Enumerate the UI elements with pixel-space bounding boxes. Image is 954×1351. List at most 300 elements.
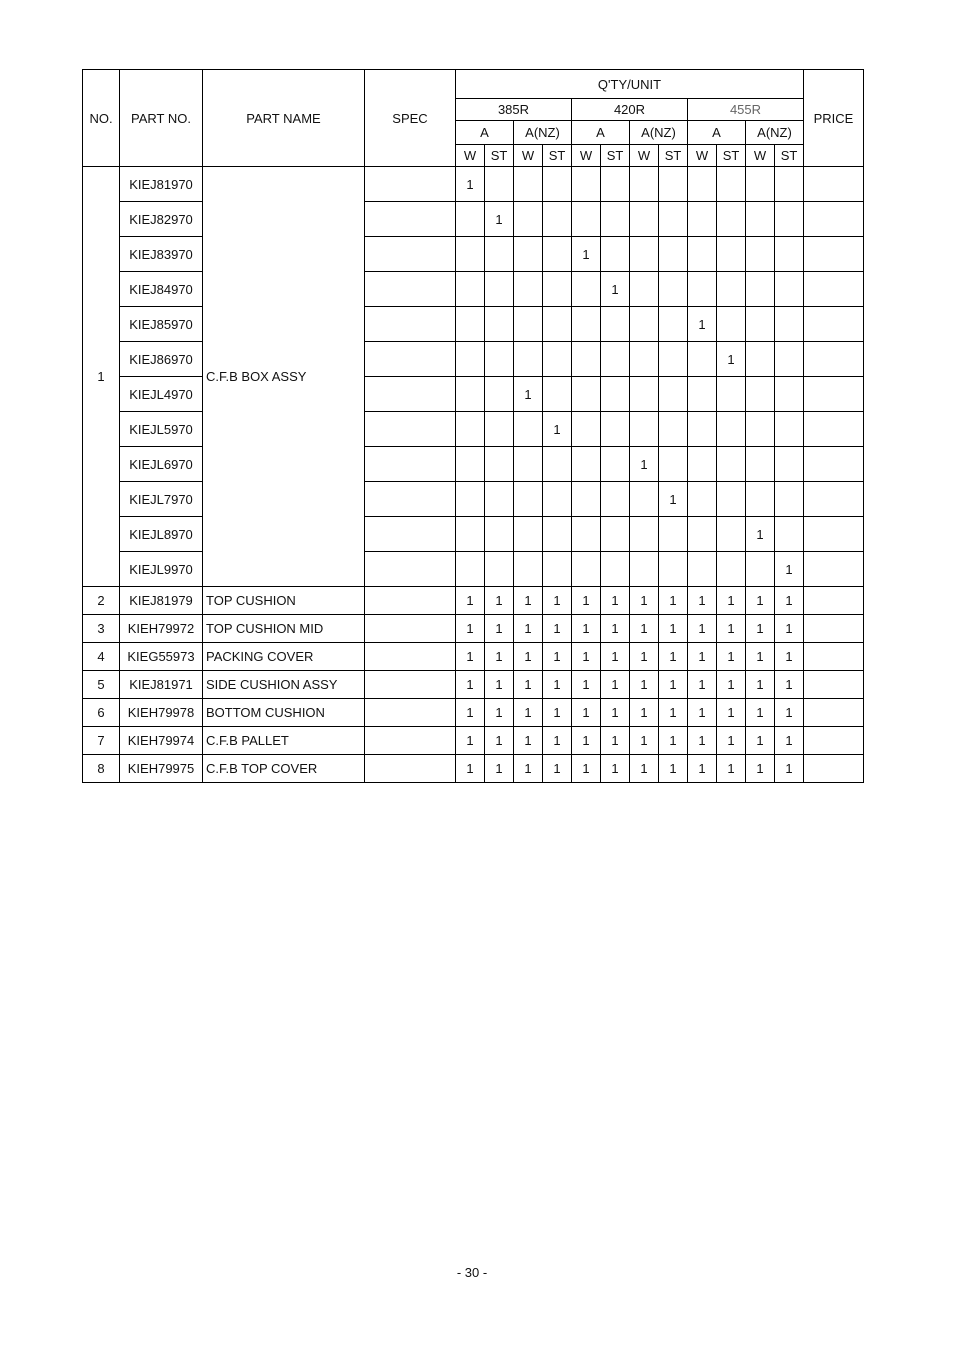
qty-cell: 1: [485, 643, 514, 671]
price-cell: [804, 517, 864, 552]
qty-cell: [717, 272, 746, 307]
qty-cell: 1: [746, 643, 775, 671]
qty-cell: 1: [717, 342, 746, 377]
part-number: KIEG55973: [120, 643, 203, 671]
qty-cell: [601, 412, 630, 447]
qty-cell: 1: [485, 727, 514, 755]
part-number: KIEH79974: [120, 727, 203, 755]
qty-cell: [659, 517, 688, 552]
qty-cell: 1: [514, 615, 543, 643]
header-color: W: [456, 145, 485, 167]
part-number: KIEJL6970: [120, 447, 203, 482]
qty-cell: [572, 202, 601, 237]
qty-cell: [514, 237, 543, 272]
qty-cell: [601, 552, 630, 587]
qty-cell: [746, 202, 775, 237]
qty-cell: [543, 377, 572, 412]
qty-cell: 1: [630, 699, 659, 727]
qty-cell: 1: [543, 727, 572, 755]
price-cell: [804, 755, 864, 783]
qty-cell: [775, 377, 804, 412]
table-row: [83, 643, 864, 671]
qty-cell: 1: [572, 699, 601, 727]
spec-cell: [365, 167, 456, 202]
part-number: KIEJ81970: [120, 167, 203, 202]
table-row: [83, 412, 864, 447]
part-name: TOP CUSHION: [203, 587, 365, 615]
qty-cell: [514, 167, 543, 202]
table-row: [83, 237, 864, 272]
qty-cell: 1: [688, 307, 717, 342]
qty-cell: [485, 272, 514, 307]
qty-cell: 1: [601, 587, 630, 615]
price-cell: [804, 342, 864, 377]
price-cell: [804, 699, 864, 727]
qty-cell: [485, 552, 514, 587]
qty-cell: 1: [717, 727, 746, 755]
price-cell: [804, 615, 864, 643]
price-cell: [804, 167, 864, 202]
qty-cell: [543, 482, 572, 517]
qty-cell: [543, 202, 572, 237]
table-row: [83, 727, 864, 755]
qty-cell: [659, 237, 688, 272]
qty-cell: [630, 342, 659, 377]
qty-cell: 1: [688, 671, 717, 699]
header-model-420r: 420R: [572, 99, 688, 121]
qty-cell: [659, 272, 688, 307]
spec-cell: [365, 727, 456, 755]
qty-cell: [688, 552, 717, 587]
qty-cell: [717, 167, 746, 202]
qty-cell: 1: [543, 699, 572, 727]
part-number: KIEJL9970: [120, 552, 203, 587]
qty-cell: [601, 342, 630, 377]
spec-cell: [365, 643, 456, 671]
qty-cell: 1: [630, 643, 659, 671]
qty-cell: [630, 517, 659, 552]
qty-cell: [514, 552, 543, 587]
qty-cell: 1: [456, 699, 485, 727]
qty-cell: 1: [601, 755, 630, 783]
header-color: ST: [543, 145, 572, 167]
qty-cell: [572, 377, 601, 412]
qty-cell: [572, 412, 601, 447]
qty-cell: 1: [485, 671, 514, 699]
qty-cell: 1: [601, 699, 630, 727]
qty-cell: [717, 377, 746, 412]
part-number: KIEH79975: [120, 755, 203, 783]
header-qty-unit: Q'TY/UNIT: [456, 70, 804, 99]
qty-cell: 1: [630, 615, 659, 643]
qty-cell: 1: [601, 643, 630, 671]
qty-cell: 1: [688, 727, 717, 755]
table-row: [83, 552, 864, 587]
spec-cell: [365, 377, 456, 412]
spec-cell: [365, 237, 456, 272]
table-row: [83, 755, 864, 783]
qty-cell: [630, 412, 659, 447]
qty-cell: 1: [659, 727, 688, 755]
price-cell: [804, 202, 864, 237]
qty-cell: 1: [485, 615, 514, 643]
item-number: 3: [83, 615, 120, 643]
page-number: - 30 -: [456, 1265, 488, 1280]
part-name: C.F.B PALLET: [203, 727, 365, 755]
qty-cell: [630, 307, 659, 342]
qty-cell: [543, 517, 572, 552]
qty-cell: [601, 167, 630, 202]
qty-cell: [572, 342, 601, 377]
qty-cell: [572, 167, 601, 202]
qty-cell: 1: [717, 615, 746, 643]
header-color: ST: [775, 145, 804, 167]
qty-cell: [630, 202, 659, 237]
header-region: A(NZ): [746, 121, 804, 145]
qty-cell: [514, 342, 543, 377]
qty-cell: [630, 272, 659, 307]
spec-cell: [365, 412, 456, 447]
qty-cell: [717, 482, 746, 517]
qty-cell: 1: [746, 615, 775, 643]
qty-cell: [514, 482, 543, 517]
header-color: ST: [717, 145, 746, 167]
qty-cell: 1: [514, 377, 543, 412]
qty-cell: [543, 447, 572, 482]
header-color: W: [688, 145, 717, 167]
table-row: [83, 482, 864, 517]
qty-cell: [746, 412, 775, 447]
item-number: 8: [83, 755, 120, 783]
item-number: 1: [83, 167, 120, 587]
qty-cell: 1: [543, 615, 572, 643]
header-region: A: [456, 121, 514, 145]
table-row: [83, 517, 864, 552]
qty-cell: [746, 377, 775, 412]
qty-cell: 1: [601, 727, 630, 755]
qty-cell: [717, 447, 746, 482]
qty-cell: [717, 517, 746, 552]
qty-cell: 1: [630, 671, 659, 699]
qty-cell: [456, 307, 485, 342]
qty-cell: 1: [456, 727, 485, 755]
qty-cell: 1: [746, 755, 775, 783]
qty-cell: 1: [688, 643, 717, 671]
qty-cell: 1: [456, 587, 485, 615]
table-row: [83, 699, 864, 727]
qty-cell: [688, 412, 717, 447]
part-number: KIEJ84970: [120, 272, 203, 307]
part-number: KIEJ81971: [120, 671, 203, 699]
qty-cell: 1: [514, 643, 543, 671]
qty-cell: [601, 447, 630, 482]
header-color: W: [514, 145, 543, 167]
qty-cell: [688, 517, 717, 552]
qty-cell: [659, 377, 688, 412]
qty-cell: [572, 447, 601, 482]
qty-cell: [456, 447, 485, 482]
qty-cell: [717, 237, 746, 272]
qty-cell: [688, 447, 717, 482]
qty-cell: [630, 167, 659, 202]
qty-cell: 1: [659, 482, 688, 517]
qty-cell: 1: [688, 699, 717, 727]
part-number: KIEJL4970: [120, 377, 203, 412]
qty-cell: [572, 482, 601, 517]
qty-cell: [746, 237, 775, 272]
qty-cell: 1: [601, 615, 630, 643]
header-color: ST: [601, 145, 630, 167]
qty-cell: 1: [543, 587, 572, 615]
header-price: PRICE: [804, 70, 864, 167]
qty-cell: 1: [746, 587, 775, 615]
qty-cell: 1: [630, 755, 659, 783]
qty-cell: [688, 342, 717, 377]
table-row: [83, 342, 864, 377]
qty-cell: [485, 342, 514, 377]
spec-cell: [365, 615, 456, 643]
qty-cell: [717, 412, 746, 447]
qty-cell: 1: [514, 587, 543, 615]
qty-cell: [543, 167, 572, 202]
header-no: NO.: [83, 70, 120, 167]
qty-cell: [456, 377, 485, 412]
qty-cell: 1: [746, 727, 775, 755]
qty-cell: [572, 272, 601, 307]
qty-cell: [485, 167, 514, 202]
qty-cell: [485, 307, 514, 342]
part-name: C.F.B TOP COVER: [203, 755, 365, 783]
qty-cell: [688, 377, 717, 412]
header-region: A(NZ): [514, 121, 572, 145]
part-name: SIDE CUSHION ASSY: [203, 671, 365, 699]
part-number: KIEH79972: [120, 615, 203, 643]
qty-cell: [485, 412, 514, 447]
qty-cell: 1: [572, 755, 601, 783]
qty-cell: [775, 307, 804, 342]
table-row: [83, 377, 864, 412]
qty-cell: 1: [572, 615, 601, 643]
header-model-455r: 455R: [688, 99, 804, 121]
table-row: [83, 587, 864, 615]
header-color: W: [572, 145, 601, 167]
part-number: KIEJ86970: [120, 342, 203, 377]
price-cell: [804, 237, 864, 272]
qty-cell: 1: [746, 699, 775, 727]
qty-cell: 1: [572, 671, 601, 699]
part-number: KIEJL7970: [120, 482, 203, 517]
part-name: TOP CUSHION MID: [203, 615, 365, 643]
qty-cell: 1: [688, 587, 717, 615]
qty-cell: [485, 447, 514, 482]
price-cell: [804, 727, 864, 755]
qty-cell: 1: [543, 412, 572, 447]
qty-cell: 1: [456, 643, 485, 671]
qty-cell: [572, 517, 601, 552]
qty-cell: 1: [659, 615, 688, 643]
table-row: [83, 615, 864, 643]
qty-cell: 1: [630, 447, 659, 482]
spec-cell: [365, 482, 456, 517]
qty-cell: [543, 552, 572, 587]
qty-cell: [456, 482, 485, 517]
qty-cell: [543, 237, 572, 272]
qty-cell: 1: [485, 202, 514, 237]
qty-cell: 1: [659, 587, 688, 615]
part-number: KIEJL5970: [120, 412, 203, 447]
qty-cell: [746, 447, 775, 482]
header-part-no: PART NO.: [120, 70, 203, 167]
qty-cell: 1: [775, 727, 804, 755]
spec-cell: [365, 587, 456, 615]
qty-cell: 1: [775, 643, 804, 671]
qty-cell: 1: [572, 587, 601, 615]
qty-cell: 1: [659, 671, 688, 699]
qty-cell: 1: [514, 727, 543, 755]
price-cell: [804, 587, 864, 615]
price-cell: [804, 272, 864, 307]
qty-cell: 1: [659, 643, 688, 671]
qty-cell: [514, 447, 543, 482]
qty-cell: 1: [572, 237, 601, 272]
qty-cell: [601, 377, 630, 412]
qty-cell: 1: [572, 643, 601, 671]
qty-cell: [659, 412, 688, 447]
qty-cell: [746, 272, 775, 307]
price-cell: [804, 447, 864, 482]
qty-cell: 1: [572, 727, 601, 755]
header-color: W: [746, 145, 775, 167]
qty-cell: [775, 412, 804, 447]
qty-cell: 1: [601, 272, 630, 307]
qty-cell: 1: [543, 755, 572, 783]
table-row: [83, 307, 864, 342]
spec-cell: [365, 447, 456, 482]
table-row: [83, 202, 864, 237]
qty-cell: [601, 482, 630, 517]
item-number: 5: [83, 671, 120, 699]
table-row: [83, 167, 864, 202]
qty-cell: [456, 342, 485, 377]
spec-cell: [365, 272, 456, 307]
qty-cell: [485, 377, 514, 412]
qty-cell: [630, 482, 659, 517]
qty-cell: [688, 272, 717, 307]
spec-cell: [365, 755, 456, 783]
qty-cell: 1: [659, 755, 688, 783]
qty-cell: [717, 552, 746, 587]
qty-cell: [717, 307, 746, 342]
spec-cell: [365, 552, 456, 587]
qty-cell: 1: [543, 671, 572, 699]
qty-cell: [775, 342, 804, 377]
qty-cell: 1: [659, 699, 688, 727]
part-number: KIEJL8970: [120, 517, 203, 552]
price-cell: [804, 412, 864, 447]
price-cell: [804, 482, 864, 517]
qty-cell: [659, 167, 688, 202]
qty-cell: [485, 237, 514, 272]
qty-cell: 1: [717, 643, 746, 671]
qty-cell: 1: [630, 587, 659, 615]
qty-cell: [688, 237, 717, 272]
table-row: [83, 447, 864, 482]
qty-cell: [746, 307, 775, 342]
qty-cell: [514, 272, 543, 307]
spec-cell: [365, 699, 456, 727]
qty-cell: [485, 517, 514, 552]
spec-cell: [365, 307, 456, 342]
header-model-385r: 385R: [456, 99, 572, 121]
qty-cell: [456, 552, 485, 587]
qty-cell: [746, 167, 775, 202]
table-row: [83, 272, 864, 307]
qty-cell: 1: [775, 587, 804, 615]
qty-cell: 1: [775, 615, 804, 643]
parts-list-table: [82, 69, 864, 783]
qty-cell: 1: [775, 755, 804, 783]
qty-cell: [659, 447, 688, 482]
qty-cell: [485, 482, 514, 517]
qty-cell: 1: [514, 755, 543, 783]
qty-cell: 1: [601, 671, 630, 699]
qty-cell: 1: [630, 727, 659, 755]
item-number: 6: [83, 699, 120, 727]
price-cell: [804, 307, 864, 342]
qty-cell: [659, 552, 688, 587]
qty-cell: 1: [485, 755, 514, 783]
qty-cell: [775, 237, 804, 272]
part-number: KIEJ83970: [120, 237, 203, 272]
qty-cell: [456, 237, 485, 272]
qty-cell: [456, 412, 485, 447]
qty-cell: 1: [717, 587, 746, 615]
header-color: W: [630, 145, 659, 167]
qty-cell: [746, 552, 775, 587]
header-color: ST: [485, 145, 514, 167]
qty-cell: [456, 517, 485, 552]
qty-cell: 1: [456, 755, 485, 783]
qty-cell: [746, 482, 775, 517]
qty-cell: [572, 307, 601, 342]
qty-cell: 1: [775, 552, 804, 587]
qty-cell: [688, 167, 717, 202]
qty-cell: [717, 202, 746, 237]
qty-cell: [630, 552, 659, 587]
qty-cell: [514, 412, 543, 447]
part-name: BOTTOM CUSHION: [203, 699, 365, 727]
qty-cell: [630, 377, 659, 412]
qty-cell: 1: [717, 755, 746, 783]
qty-cell: 1: [775, 699, 804, 727]
qty-cell: 1: [746, 671, 775, 699]
qty-cell: [775, 202, 804, 237]
qty-cell: 1: [514, 671, 543, 699]
part-number: KIEJ85970: [120, 307, 203, 342]
qty-cell: 1: [775, 671, 804, 699]
part-name: C.F.B BOX ASSY: [203, 167, 365, 587]
qty-cell: [514, 517, 543, 552]
part-name: PACKING COVER: [203, 643, 365, 671]
header-region: A(NZ): [630, 121, 688, 145]
qty-cell: [775, 517, 804, 552]
table-body: [83, 167, 864, 783]
table-header: [83, 70, 864, 167]
qty-cell: 1: [746, 517, 775, 552]
qty-cell: [630, 237, 659, 272]
qty-cell: [601, 237, 630, 272]
spec-cell: [365, 202, 456, 237]
